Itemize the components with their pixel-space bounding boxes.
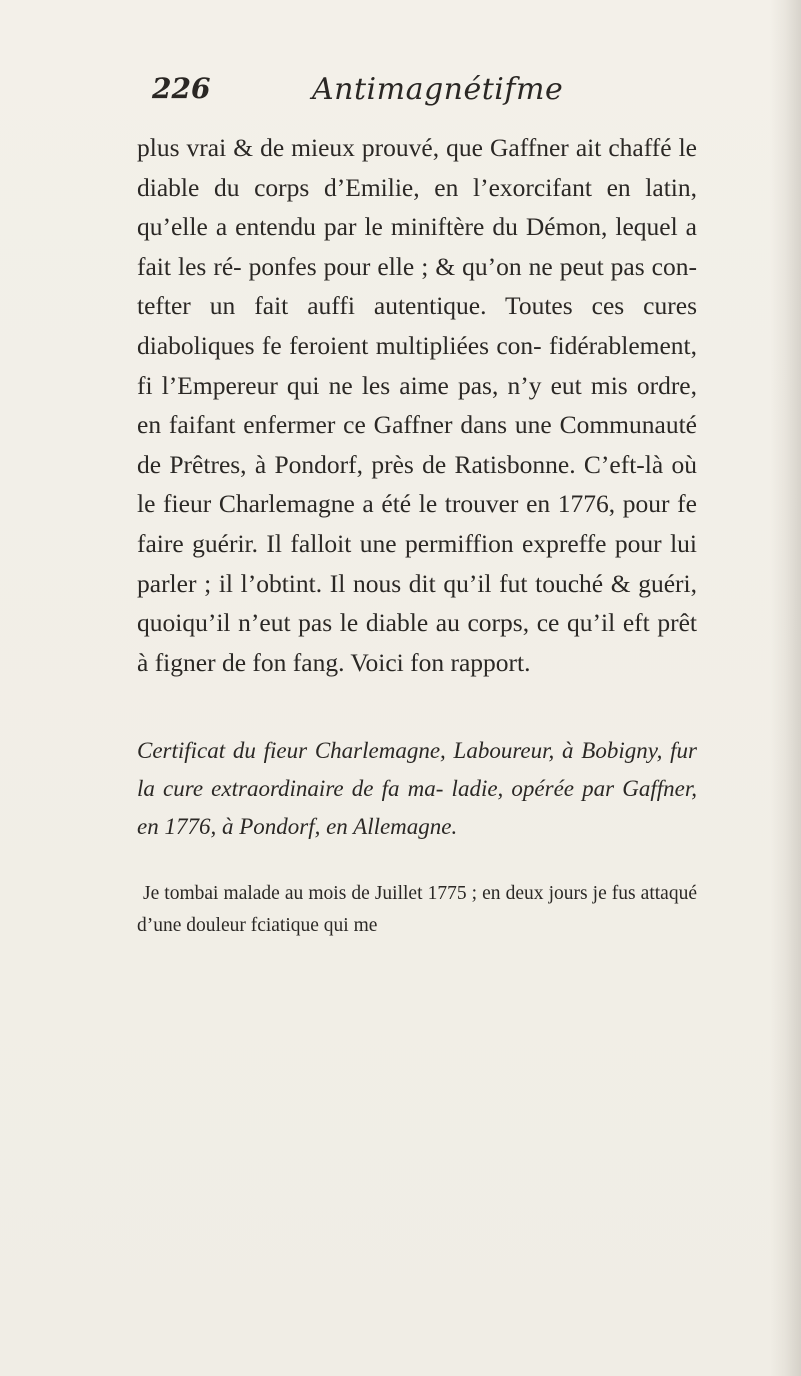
body-paragraph: plus vrai & de mieux prouvé, que Gaffner ait chaffé le diable du corps d’Emilie, en l’exorcifant en latin, qu’elle a entendu par le miniftère du Démon, lequel a fait les ré- ponfes pour elle ; & qu’on ne peut pas con- tefter un fait auffi autentique. Toutes ces cures diaboliques fe feroient multipliées con- fidérablement, fi l’Empereur qui ne les aime pas, n’y eut mis ordre, en faifant enfermer ce Gaffner dans une Communauté de Prêtres, à Pondorf, près de Ratisbonne. C’eft-là où le fieur Charlemagne a été le trouver en 1776, pour fe faire guérir. Il falloit une permiffion expreffe pour lui parler ; il l’obtint. Il nous dit qu’il fut touché & guéri, quoiqu’il n’eut pas le diable au corps, ce qu’il eft prêt à figner de fon fang. Voici fon rapport. [137, 133, 697, 677]
page-header [152, 72, 632, 112]
running-head: Antimagnétifme [312, 72, 564, 107]
certificate-heading: Certificat du fieur Charlemagne, Laboureur, à Bobigny, fur la cure extraordinaire de fa ma- ladie, opérée par Gaffner, en 1776, à Pondorf, en Allemagne. [137, 738, 697, 839]
page-number: 226 [152, 72, 211, 105]
certificate-text: Je tombai malade au mois de Juillet 1775 ; en deux jours je fus attaqué d’une douleur fciatique qui me [137, 883, 697, 936]
